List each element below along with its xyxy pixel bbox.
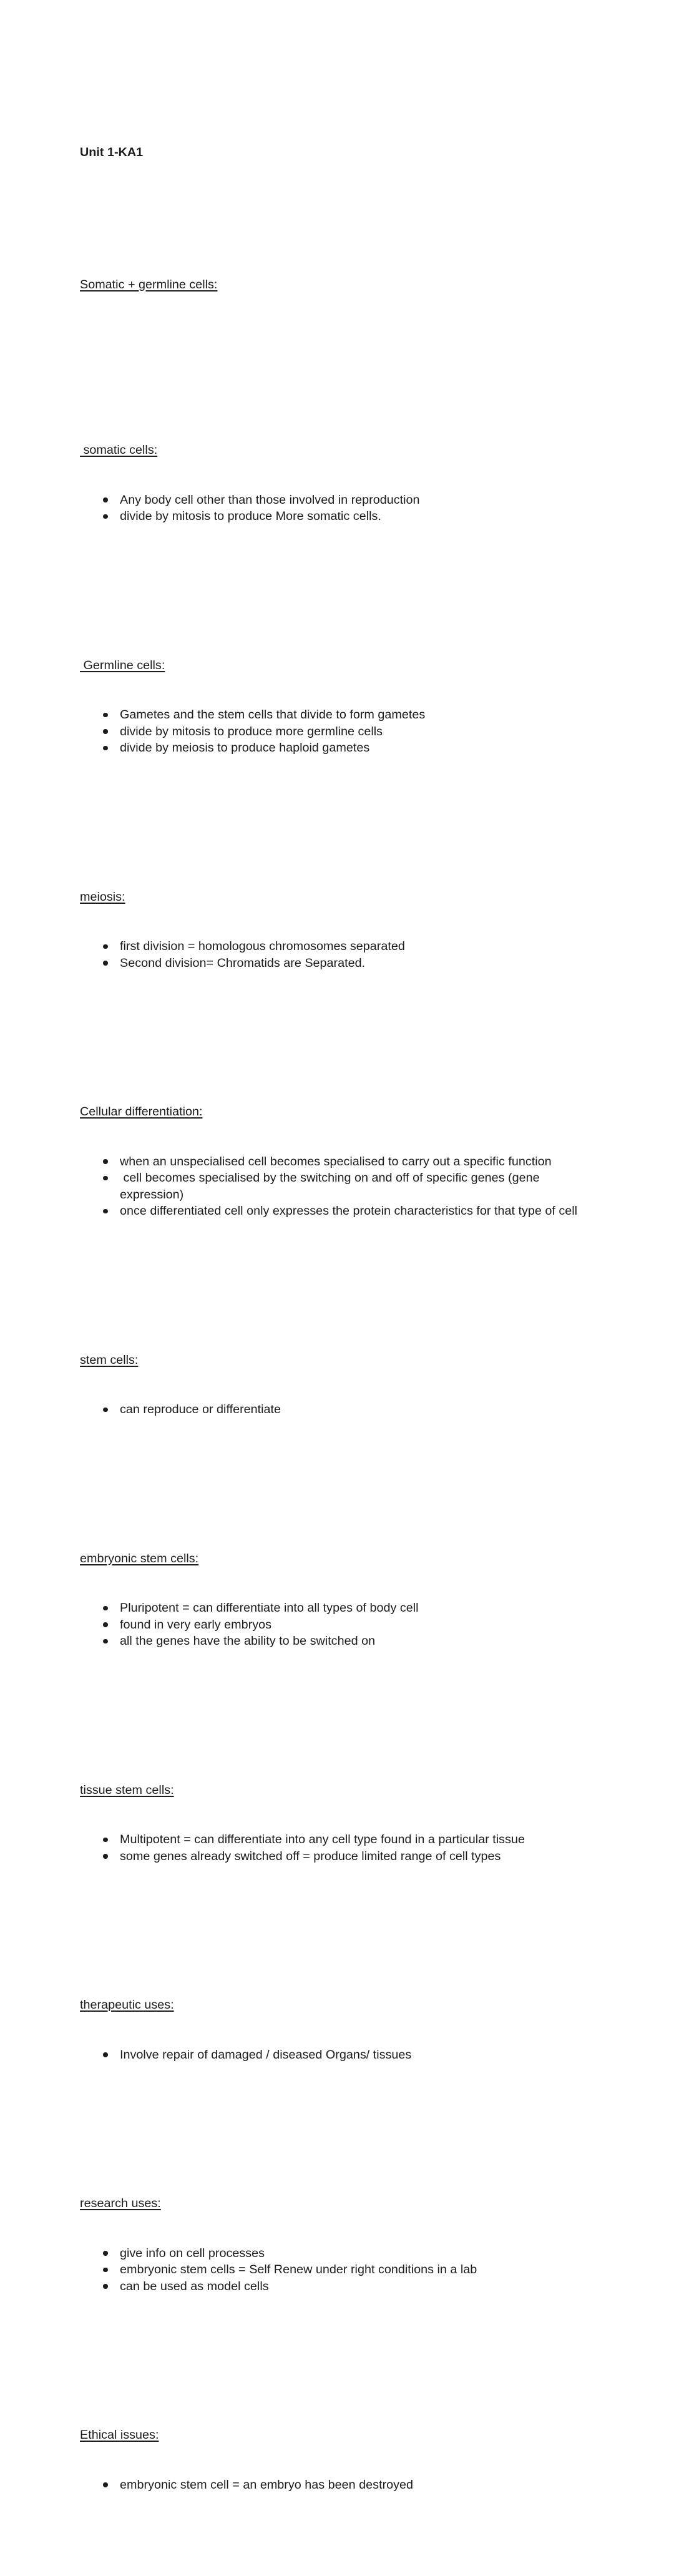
bullet-item: Involve repair of damaged / diseased Organs/ tissues	[80, 2047, 593, 2064]
bullet-item: Second division= Chromatids are Separated.	[80, 955, 593, 972]
note-section	[80, 243, 593, 343]
bullet-item: Multipotent = can differentiate into any cell type found in a particular tissue	[80, 1831, 593, 1848]
bullet-item: found in very early embryos	[80, 1617, 593, 1633]
section-heading: Ethical issues:	[80, 2428, 159, 2442]
bullet-list	[80, 1153, 593, 1220]
section-heading: somatic cells:	[80, 443, 158, 457]
bullet-item: once differentiated cell only expresses the protein characteristics for that type of cell	[80, 1203, 593, 1220]
section-heading: meiosis:	[80, 889, 125, 904]
bullet-item: embryonic stem cell = an embryo has been destroyed	[80, 2477, 593, 2494]
bullet-list	[80, 1600, 593, 1650]
bullet-item: first division = homologous chromosomes separated	[80, 938, 593, 955]
bullet-item: give info on cell processes	[80, 2245, 593, 2262]
bullet-item: Pluripotent = can differentiate into all types of body cell	[80, 1600, 593, 1617]
bullet-item: divide by meiosis to produce haploid gametes	[80, 740, 593, 757]
section-heading: therapeutic uses:	[80, 1998, 174, 2012]
bullet-list	[80, 2245, 593, 2295]
bullet-list	[80, 2477, 593, 2494]
note-section	[80, 1964, 593, 2096]
document-title: Unit 1-KA1	[80, 145, 144, 159]
section-heading: tissue stem cells:	[80, 1783, 174, 1797]
note-section	[80, 2394, 593, 2526]
bullet-item: embryonic stem cells = Self Renew under right conditions in a lab	[80, 2261, 593, 2278]
note-section	[80, 409, 593, 558]
note-section	[80, 856, 593, 1005]
bullet-item: some genes already switched off = produce limited range of cell types	[80, 1848, 593, 1865]
bullet-item: cell becomes specialised by the switching on and off of specific genes (gene expression)	[80, 1170, 593, 1203]
section-heading: Somatic + germline cells:	[80, 278, 218, 291]
note-section	[80, 1517, 593, 1683]
note-section	[80, 1319, 593, 1451]
bullet-item: Any body cell other than those involved in reproduction	[80, 492, 593, 509]
bullet-item: divide by mitosis to produce more germline cells	[80, 723, 593, 740]
bullet-list	[80, 1831, 593, 1864]
section-heading: stem cells:	[80, 1353, 139, 1367]
note-section	[80, 1749, 593, 1898]
section-heading: embryonic stem cells:	[80, 1551, 199, 1565]
document-sections	[80, 194, 593, 2543]
bullet-item: divide by mitosis to produce More somatic cells.	[80, 508, 593, 525]
bullet-item: can reproduce or differentiate	[80, 1401, 593, 1418]
bullet-list	[80, 1401, 593, 1418]
bullet-item: Gametes and the stem cells that divide to form gametes	[80, 707, 593, 723]
bullet-item: all the genes have the ability to be switched on	[80, 1633, 593, 1650]
bullet-list	[80, 938, 593, 971]
note-section	[80, 1070, 593, 1253]
section-heading: research uses:	[80, 2196, 161, 2210]
note-section	[80, 2162, 593, 2328]
section-heading: Cellular differentiation:	[80, 1105, 203, 1119]
note-section	[80, 624, 593, 790]
bullet-list	[80, 492, 593, 525]
document-body	[80, 111, 593, 2576]
bullet-item: can be used as model cells	[80, 2278, 593, 2295]
bullet-item: when an unspecialised cell becomes specialised to carry out a specific function	[80, 1153, 593, 1170]
bullet-list	[80, 707, 593, 757]
section-heading: Germline cells:	[80, 658, 165, 672]
bullet-list	[80, 2047, 593, 2064]
